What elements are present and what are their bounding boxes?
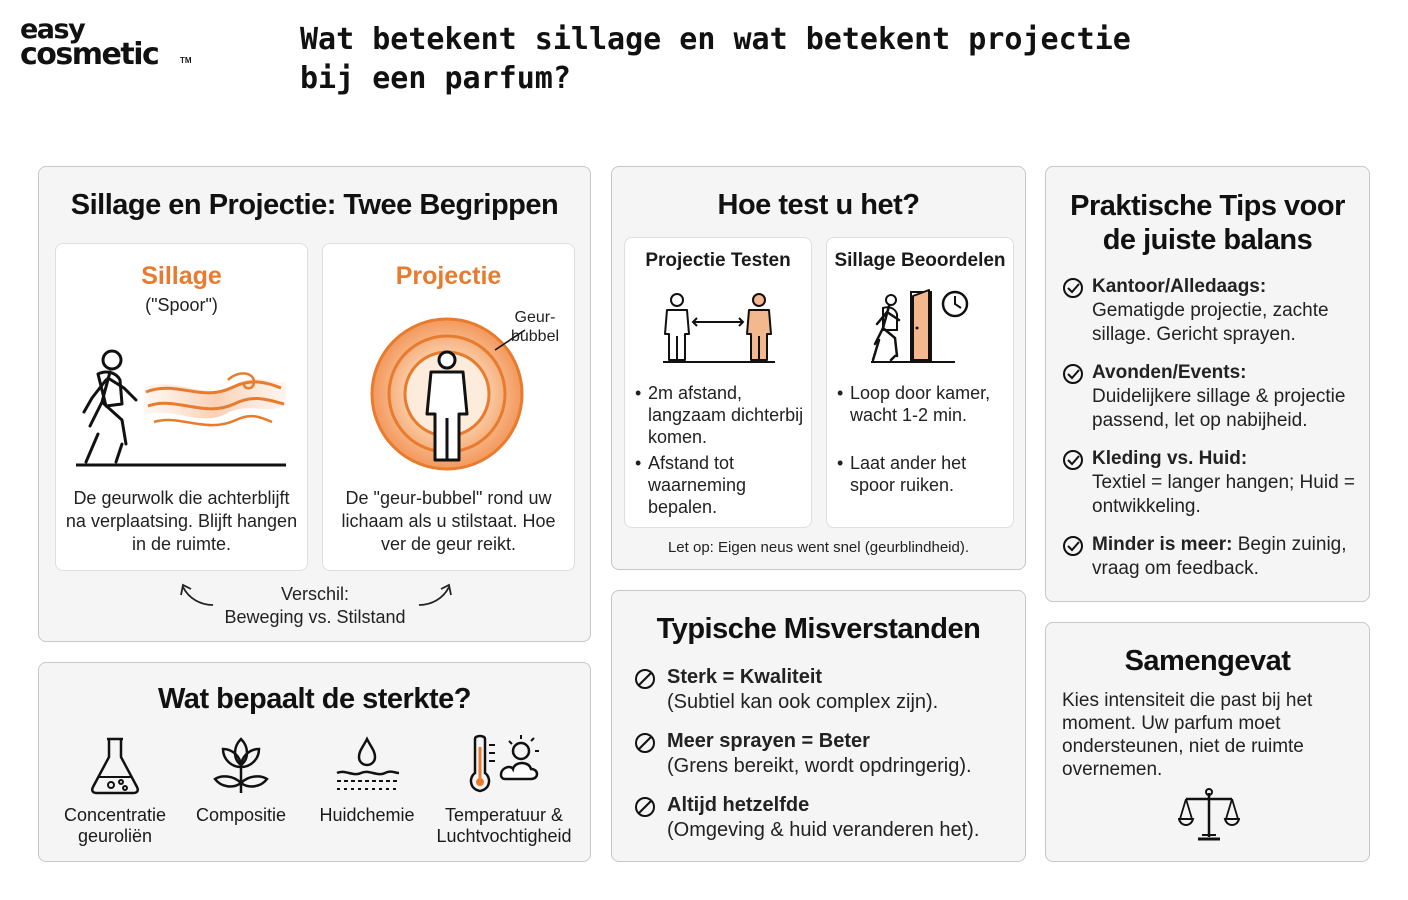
misverstand-text: (Omgeving & huid veranderen het). — [667, 819, 980, 841]
flask-icon — [89, 735, 141, 795]
prohibited-icon — [634, 668, 656, 690]
logo-trademark: TM — [180, 56, 192, 65]
prohibited-icon — [634, 732, 656, 754]
sillage-test-bullet: • Laat ander het spoor ruiken. — [837, 452, 1007, 496]
test-note: Let op: Eigen neus went snel (geurblindheid). — [667, 539, 970, 556]
sterkte-label-concentratie: Concentratie geuroliën — [63, 805, 167, 846]
misverstand-title: Sterk = Kwaliteit — [667, 666, 823, 688]
sillage-subtitle: ("Spoor") — [145, 295, 218, 315]
sillage-test-bullet: • Loop door kamer, wacht 1-2 min. — [837, 382, 1007, 426]
sillage-panel — [55, 243, 308, 571]
samenvat-title: Samengevat — [1124, 645, 1291, 677]
tip-text: Begin zuinig, vraag om feedback. — [1092, 534, 1347, 579]
tip-text: Gematigde projectie, zachte sillage. Gericht sprayen. — [1092, 300, 1329, 345]
tip-text: Textiel = langer hangen; Huid = ontwikkeling. — [1092, 472, 1356, 517]
begrippen-card — [38, 166, 591, 642]
projectie-test-bullets — [635, 382, 805, 522]
misverstand-title: Altijd hetzelfde — [667, 794, 810, 816]
misverstand-item — [634, 793, 1013, 843]
tip-item — [1062, 533, 1357, 581]
sillage-test-bullets — [837, 382, 1007, 500]
arrow-right-icon — [415, 581, 455, 609]
sillage-description: De geurwolk die achterblijft na verplaatsing. Blijft hangen in de ruimte. — [65, 488, 298, 554]
begrippen-title: Sillage en Projectie: Twee Begrippen — [70, 189, 559, 221]
misverstanden-card — [611, 590, 1026, 862]
tip-item — [1062, 447, 1357, 519]
projectie-panel — [322, 243, 575, 571]
scale-icon — [1178, 787, 1240, 843]
sterkte-label-temperatuur: Temperatuur & Luchtvochtigheid — [436, 805, 572, 846]
test-title: Hoe test u het? — [717, 189, 920, 221]
bubble-label: Geur- bubbel — [510, 309, 560, 345]
check-circle-icon — [1062, 363, 1084, 385]
projectie-test-bullet: • 2m afstand, langzaam dichterbij komen. — [635, 382, 805, 448]
tip-title: Avonden/Events: — [1092, 362, 1247, 383]
tip-title: Kantoor/Alledaags: — [1092, 276, 1267, 297]
projectie-test-bullet: • Afstand tot waarneming bepalen. — [635, 452, 805, 518]
tip-item — [1062, 275, 1357, 347]
tip-text: Duidelijkere sillage & projectie passend, let op nabijheid. — [1092, 386, 1346, 431]
page-title: Wat betekent sillage en wat betekent projectie bij een parfum? — [300, 22, 1131, 96]
sillage-test-title: Sillage Beoordelen — [834, 250, 1006, 271]
sterkte-label-huidchemie: Huidchemie — [319, 805, 415, 825]
projectie-title: Projectie — [395, 262, 502, 290]
sillage-title: Sillage — [141, 262, 222, 290]
sterkte-title: Wat bepaalt de sterkte? — [158, 683, 471, 715]
samenvat-card — [1045, 622, 1370, 862]
tip-item — [1062, 361, 1357, 433]
logo-line-2: cosmetic — [20, 37, 159, 72]
misverstand-title: Meer sprayen = Beter — [667, 730, 870, 752]
prohibited-icon — [634, 796, 656, 818]
misverstand-text: (Subtiel kan ook complex zijn). — [667, 691, 939, 713]
samenvat-text: Kies intensiteit die past bij het moment. Uw parfum moet ondersteunen, niet de ruimte overnemen. — [1062, 690, 1313, 780]
projectie-test-panel — [624, 237, 812, 528]
tip-title: Kleding vs. Huid: — [1092, 448, 1248, 469]
logo-line-1: easy — [20, 14, 85, 45]
plant-icon — [211, 735, 271, 795]
tip-title: Minder is meer: — [1092, 534, 1233, 555]
logo — [20, 14, 190, 70]
check-circle-icon — [1062, 535, 1084, 557]
misverstanden-title: Typische Misverstanden — [656, 613, 981, 645]
projectie-description: De "geur-bubbel" rond uw lichaam als u stilstaat. Hoe ver de geur reikt. — [341, 488, 556, 554]
test-card — [611, 166, 1026, 570]
difference-label: Verschil: Beweging vs. Stilstand — [224, 584, 406, 627]
projectie-test-title: Projectie Testen — [645, 250, 791, 271]
misverstand-text: (Grens bereikt, wordt opdringerig). — [667, 755, 972, 777]
skin-drop-icon — [333, 735, 401, 791]
misverstand-item — [634, 729, 1013, 779]
tips-card — [1045, 166, 1370, 602]
thermometer-weather-icon — [469, 733, 541, 795]
distance-people-icon — [661, 292, 777, 364]
sterkte-label-compositie: Compositie — [195, 805, 287, 825]
walking-person-scent-icon — [76, 344, 290, 470]
sillage-test-panel — [826, 237, 1014, 528]
misverstand-item — [634, 665, 1013, 715]
tips-title: Praktische Tips voor de juiste balans — [1070, 190, 1345, 256]
check-circle-icon — [1062, 277, 1084, 299]
check-circle-icon — [1062, 449, 1084, 471]
door-timer-icon — [869, 286, 973, 364]
sterkte-card — [38, 662, 591, 862]
